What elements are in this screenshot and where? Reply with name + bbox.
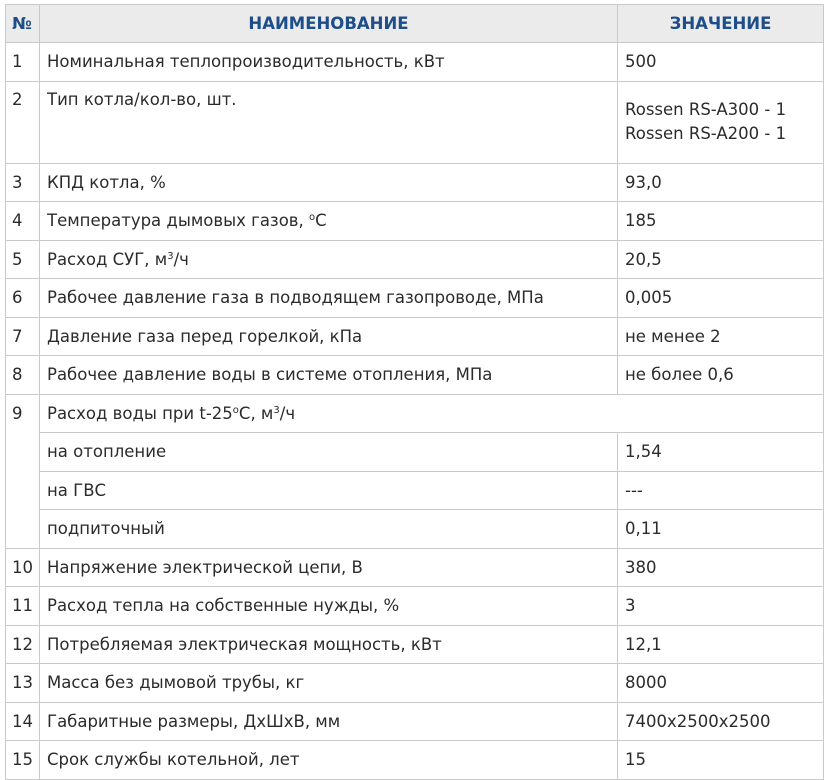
table-row xyxy=(6,510,824,549)
row-number: 3 xyxy=(6,163,40,202)
table-row xyxy=(6,317,824,356)
table-row xyxy=(6,43,824,82)
table-row xyxy=(6,394,824,433)
row-name-text: /ч xyxy=(279,403,296,423)
row-number: 15 xyxy=(6,741,40,780)
row-name: на ГВС xyxy=(40,471,618,510)
header-value: ЗНАЧЕНИЕ xyxy=(618,5,824,43)
row-name-text: С xyxy=(315,211,327,231)
table-row xyxy=(6,625,824,664)
degree-superscript: о xyxy=(232,404,239,416)
row-number: 5 xyxy=(6,240,40,279)
row-value: 500 xyxy=(618,43,824,82)
row-name-text: Расход воды при t-25 xyxy=(47,403,233,423)
row-number: 12 xyxy=(6,625,40,664)
row-name-text: Расход СУГ, м xyxy=(47,249,168,269)
row-name: Рабочее давление газа в подводящем газопроводе, МПа xyxy=(40,279,618,318)
row-number: 7 xyxy=(6,317,40,356)
row-value: 380 xyxy=(618,548,824,587)
row-number-empty xyxy=(6,471,40,510)
row-number: 14 xyxy=(6,702,40,741)
table-row xyxy=(6,240,824,279)
row-value-line: Rossen RS-A300 - 1 xyxy=(625,100,787,119)
row-name xyxy=(40,240,618,279)
row-name: Номинальная теплопроизводительность, кВт xyxy=(40,43,618,82)
row-name: Габаритные размеры, ДхШхВ, мм xyxy=(40,702,618,741)
row-number: 6 xyxy=(6,279,40,318)
row-name: Тип котла/кол-во, шт. xyxy=(40,81,618,163)
table-header-row xyxy=(6,5,824,43)
table-row xyxy=(6,81,824,163)
row-value: 185 xyxy=(618,202,824,241)
row-number-empty xyxy=(6,433,40,472)
row-value: не более 0,6 xyxy=(618,356,824,395)
table-row xyxy=(6,664,824,703)
row-value: 7400х2500х2500 xyxy=(618,702,824,741)
row-name: Расход тепла на собственные нужды, % xyxy=(40,587,618,626)
table-row xyxy=(6,702,824,741)
row-name: Масса без дымовой трубы, кг xyxy=(40,664,618,703)
row-number: 1 xyxy=(6,43,40,82)
row-value: не менее 2 xyxy=(618,317,824,356)
row-name-text: Температура дымовых газов, xyxy=(47,211,310,231)
degree-superscript: о xyxy=(309,212,316,224)
row-name: Напряжение электрической цепи, В xyxy=(40,548,618,587)
row-value: 0,005 xyxy=(618,279,824,318)
cubic-superscript: 3 xyxy=(273,404,280,416)
row-number: 4 xyxy=(6,202,40,241)
row-name-text: С, м xyxy=(238,403,274,423)
row-value: 1,54 xyxy=(618,433,824,472)
specification-table xyxy=(5,4,824,780)
row-value: 20,5 xyxy=(618,240,824,279)
row-value: 8000 xyxy=(618,664,824,703)
header-name: НАИМЕНОВАНИЕ xyxy=(40,5,618,43)
row-value: 12,1 xyxy=(618,625,824,664)
row-name: КПД котла, % xyxy=(40,163,618,202)
row-value xyxy=(618,81,824,163)
row-value: 0,11 xyxy=(618,510,824,549)
table-row xyxy=(6,163,824,202)
row-number: 11 xyxy=(6,587,40,626)
table-row xyxy=(6,433,824,472)
header-number: № xyxy=(6,5,40,43)
row-name: Потребляемая электрическая мощность, кВт xyxy=(40,625,618,664)
row-number: 13 xyxy=(6,664,40,703)
row-name: Рабочее давление воды в системе отопления, МПа xyxy=(40,356,618,395)
table-row xyxy=(6,548,824,587)
row-value: 3 xyxy=(618,587,824,626)
row-value: 15 xyxy=(618,741,824,780)
row-number: 9 xyxy=(6,394,40,433)
row-number: 2 xyxy=(6,81,40,163)
row-name: Давление газа перед горелкой, кПа xyxy=(40,317,618,356)
table-row xyxy=(6,471,824,510)
row-number-empty xyxy=(6,510,40,549)
table-row xyxy=(6,587,824,626)
row-name xyxy=(40,394,824,433)
row-number: 8 xyxy=(6,356,40,395)
row-name-text: /ч xyxy=(173,249,189,269)
row-name: Срок службы котельной, лет xyxy=(40,741,618,780)
table-row xyxy=(6,741,824,780)
row-name xyxy=(40,202,618,241)
row-name: на отопление xyxy=(40,433,618,472)
row-value-line: Rossen RS-A200 - 1 xyxy=(625,124,787,143)
row-name: подпиточный xyxy=(40,510,618,549)
row-value: --- xyxy=(618,471,824,510)
row-value: 93,0 xyxy=(618,163,824,202)
table-row xyxy=(6,356,824,395)
row-number: 10 xyxy=(6,548,40,587)
cubic-superscript: 3 xyxy=(167,250,174,262)
table-row xyxy=(6,202,824,241)
table-row xyxy=(6,279,824,318)
